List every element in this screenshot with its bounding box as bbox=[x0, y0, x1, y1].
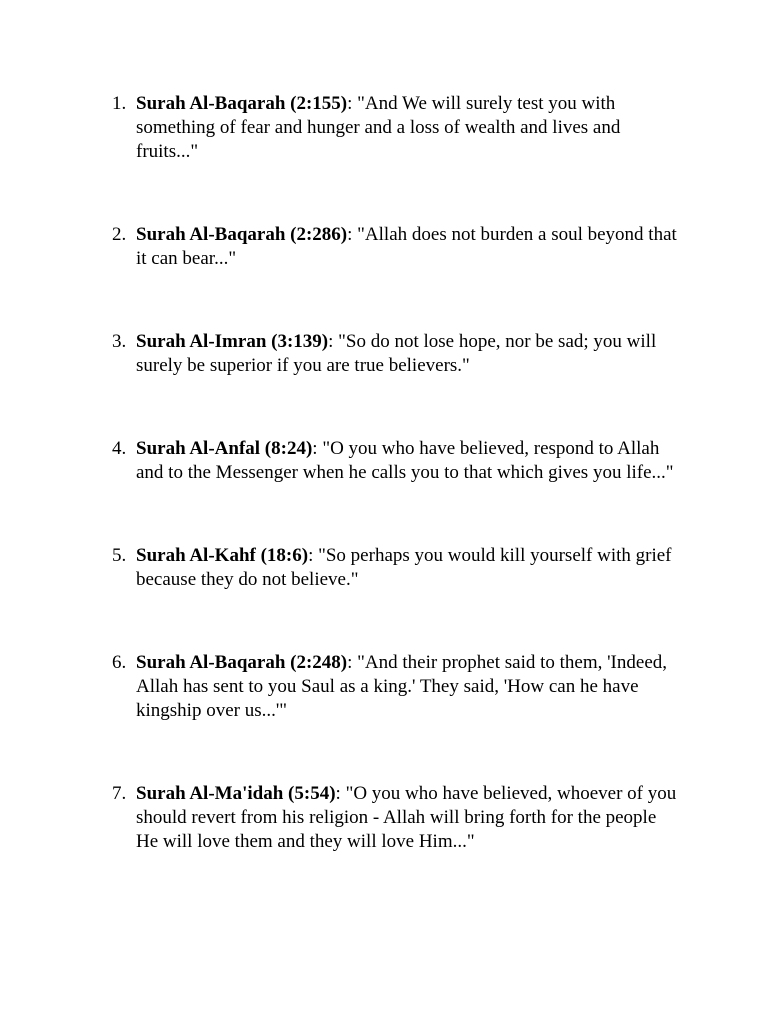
list-item bbox=[96, 437, 680, 485]
list-item bbox=[96, 544, 680, 592]
item-number: 2. bbox=[112, 224, 127, 245]
item-number: 7. bbox=[112, 783, 127, 804]
item-number: 1. bbox=[112, 93, 127, 114]
list-item bbox=[96, 223, 680, 271]
verse-reference: Surah Al-Baqarah (2:248) bbox=[136, 652, 348, 673]
list-item bbox=[96, 651, 680, 723]
item-number: 3. bbox=[112, 331, 127, 352]
separator: : bbox=[347, 224, 358, 245]
separator: : bbox=[308, 545, 319, 566]
verse-reference: Surah Al-Ma'idah (5:54) bbox=[136, 783, 336, 804]
verse-reference: Surah Al-Baqarah (2:286) bbox=[136, 224, 348, 245]
list-item bbox=[96, 330, 680, 378]
verse-list bbox=[96, 92, 680, 913]
separator: : bbox=[347, 93, 358, 114]
verse-reference: Surah Al-Anfal (8:24) bbox=[136, 438, 313, 459]
verse-reference: Surah Al-Imran (3:139) bbox=[136, 331, 329, 352]
verse-quote: "So perhaps you would kill yourself with grief because they do not believe." bbox=[136, 545, 672, 590]
item-number: 6. bbox=[112, 652, 127, 673]
separator: : bbox=[335, 783, 346, 804]
separator: : bbox=[328, 331, 339, 352]
verse-quote: "Allah does not burden a soul beyond that it can bear..." bbox=[136, 224, 677, 269]
verse-quote: "So do not lose hope, nor be sad; you will surely be superior if you are true believers." bbox=[136, 331, 657, 376]
verse-reference: Surah Al-Kahf (18:6) bbox=[136, 545, 309, 566]
separator: : bbox=[347, 652, 358, 673]
verse-quote: "And We will surely test you with something of fear and hunger and a loss of wealth and lives and fruits..." bbox=[136, 93, 621, 162]
verse-reference: Surah Al-Baqarah (2:155) bbox=[136, 93, 348, 114]
verse-quote: "O you who have believed, respond to Allah and to the Messenger when he calls you to that which gives you life..." bbox=[136, 438, 674, 483]
verse-quote: "O you who have believed, whoever of you should revert from his religion - Allah will bring forth for the people He will love them and they will love Him..." bbox=[136, 783, 677, 852]
verse-quote: "And their prophet said to them, 'Indeed, Allah has sent to you Saul as a king.' They said, 'How can he have kingship over us...'" bbox=[136, 652, 667, 721]
separator: : bbox=[312, 438, 323, 459]
list-item bbox=[96, 782, 680, 854]
item-number: 4. bbox=[112, 438, 127, 459]
list-item bbox=[96, 92, 680, 164]
item-number: 5. bbox=[112, 545, 127, 566]
